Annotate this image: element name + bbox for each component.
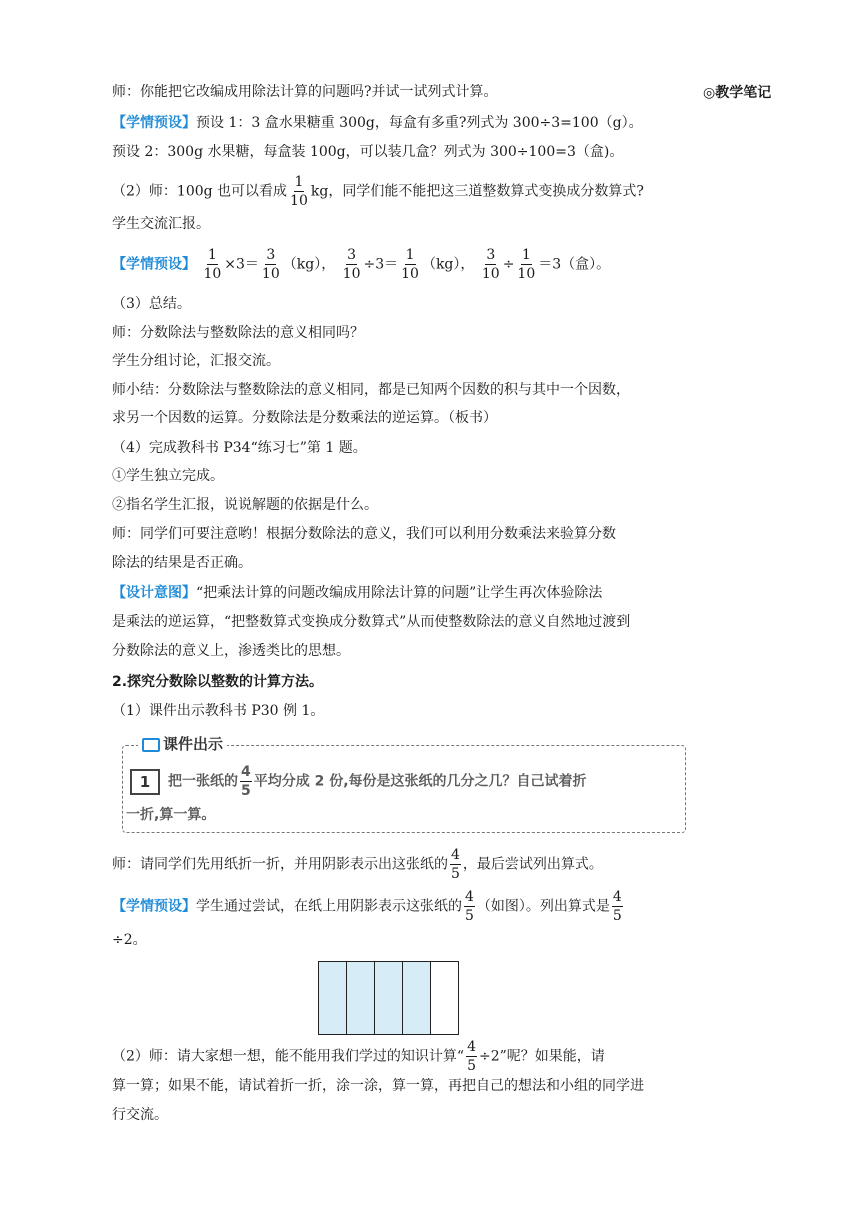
paragraph: 除法的结果是否正确。 bbox=[112, 555, 252, 571]
paragraph: 师：分数除法与整数除法的意义相同吗？ bbox=[112, 325, 364, 341]
paragraph: 【学情预设】预设 1：3 盒水果糖重 300g，每盒有多重?列式为 300÷3=100（g）。 bbox=[112, 115, 643, 131]
preset-tag: 【学情预设】 bbox=[112, 115, 196, 131]
paragraph: 算一算；如果不能，请试着折一折，涂一涂，算一算，再把自己的想法和小组的同学进 bbox=[112, 1078, 644, 1094]
paragraph: ÷2。 bbox=[112, 932, 147, 948]
paragraph: 求另一个因数的运算。分数除法是分数乘法的逆运算。（板书） bbox=[112, 410, 497, 426]
paragraph: （3）总结。 bbox=[112, 296, 191, 312]
example-text-cont: 一折,算一算。 bbox=[126, 807, 216, 823]
fraction-1-10: $\frac{1}{10}$ bbox=[290, 174, 308, 209]
paragraph: （4）完成教科书 P34“练习七”第 1 题。 bbox=[112, 440, 367, 456]
paragraph: （2）师：请大家想一想，能不能用我们学过的知识计算“ $\frac{4}{5}$ ÷2”呢？如果能，请 bbox=[112, 1039, 605, 1074]
shaded-part bbox=[347, 962, 375, 1034]
shaded-part bbox=[403, 962, 431, 1034]
paragraph: 师：同学们可要注意哟！根据分数除法的意义，我们可以利用分数乘法来验算分数 bbox=[112, 526, 616, 542]
paragraph: 师小结：分数除法与整数除法的意义相同，都是已知两个因数的积与其中一个因数， bbox=[112, 382, 630, 398]
paragraph: 是乘法的逆运算，“把整数算式变换成分数算式”从而使整数除法的意义自然地过渡到 bbox=[112, 614, 631, 630]
paragraph: （1）课件出示教科书 P30 例 1。 bbox=[112, 703, 325, 719]
paragraph: 师：请同学们先用纸折一折，并用阴影表示出这张纸的 $\frac{4}{5}$ ，最后尝试列出算式。 bbox=[112, 847, 603, 882]
design-intent: 【设计意图】“把乘法计算的问题改编成用除法计算的问题”让学生再次体验除法 bbox=[112, 585, 603, 601]
paragraph: 分数除法的意义上，渗透类比的思想。 bbox=[112, 643, 350, 659]
paragraph: 【学情预设】学生通过尝试，在纸上用阴影表示这张纸的 $\frac{4}{5}$ （如图）。列出算式是 $\frac{4}{5}$ bbox=[112, 889, 622, 924]
paragraph: （2）师：100g 也可以看成 $\frac{1}{10}$ kg，同学们能不能把这三道整数算式变换成分数算式? bbox=[112, 174, 644, 209]
shaded-part bbox=[319, 962, 347, 1034]
section-heading: 2.探究分数除以整数的计算方法。 bbox=[112, 674, 324, 690]
paragraph: 行交流。 bbox=[112, 1107, 168, 1123]
courseware-title: 课件出示 bbox=[138, 733, 227, 754]
paragraph: ①学生独立完成。 bbox=[112, 468, 224, 484]
paper-strip-figure bbox=[318, 961, 459, 1035]
fraction-equations: 【学情预设】 $\frac{1}{10}$ ×3＝ $\frac{3}{10}$ （kg）， $\frac{3}{10}$ ÷3＝ $\frac{1}{10}$ （kg）， $\frac{3}{10}$ ÷ $\frac{1}{10}$ ＝3（盒）。 bbox=[112, 247, 611, 282]
paragraph: 预设 2：300g 水果糖，每盒装 100g，可以装几盒？列式为 300÷100=3（盒)。 bbox=[112, 144, 624, 160]
paragraph: ②指名学生汇报，说说解题的依据是什么。 bbox=[112, 497, 378, 513]
paragraph: 学生交流汇报。 bbox=[112, 216, 210, 232]
example-text: 1 把一张纸的 $\frac{4}{5}$ 平均分成 2 份,每份是这张纸的几分之几？自己试着折 bbox=[130, 765, 587, 798]
book-icon bbox=[142, 738, 160, 752]
paragraph: 学生分组讨论，汇报交流。 bbox=[112, 353, 280, 369]
example-number: 1 bbox=[130, 769, 160, 795]
shaded-part bbox=[375, 962, 403, 1034]
teaching-notes-label: ◎教学笔记 bbox=[703, 85, 772, 101]
unshaded-part bbox=[431, 962, 458, 1034]
paragraph: 师：你能把它改编成用除法计算的问题吗?并试一试列式计算。 bbox=[112, 84, 498, 100]
design-tag: 【设计意图】 bbox=[112, 585, 196, 601]
